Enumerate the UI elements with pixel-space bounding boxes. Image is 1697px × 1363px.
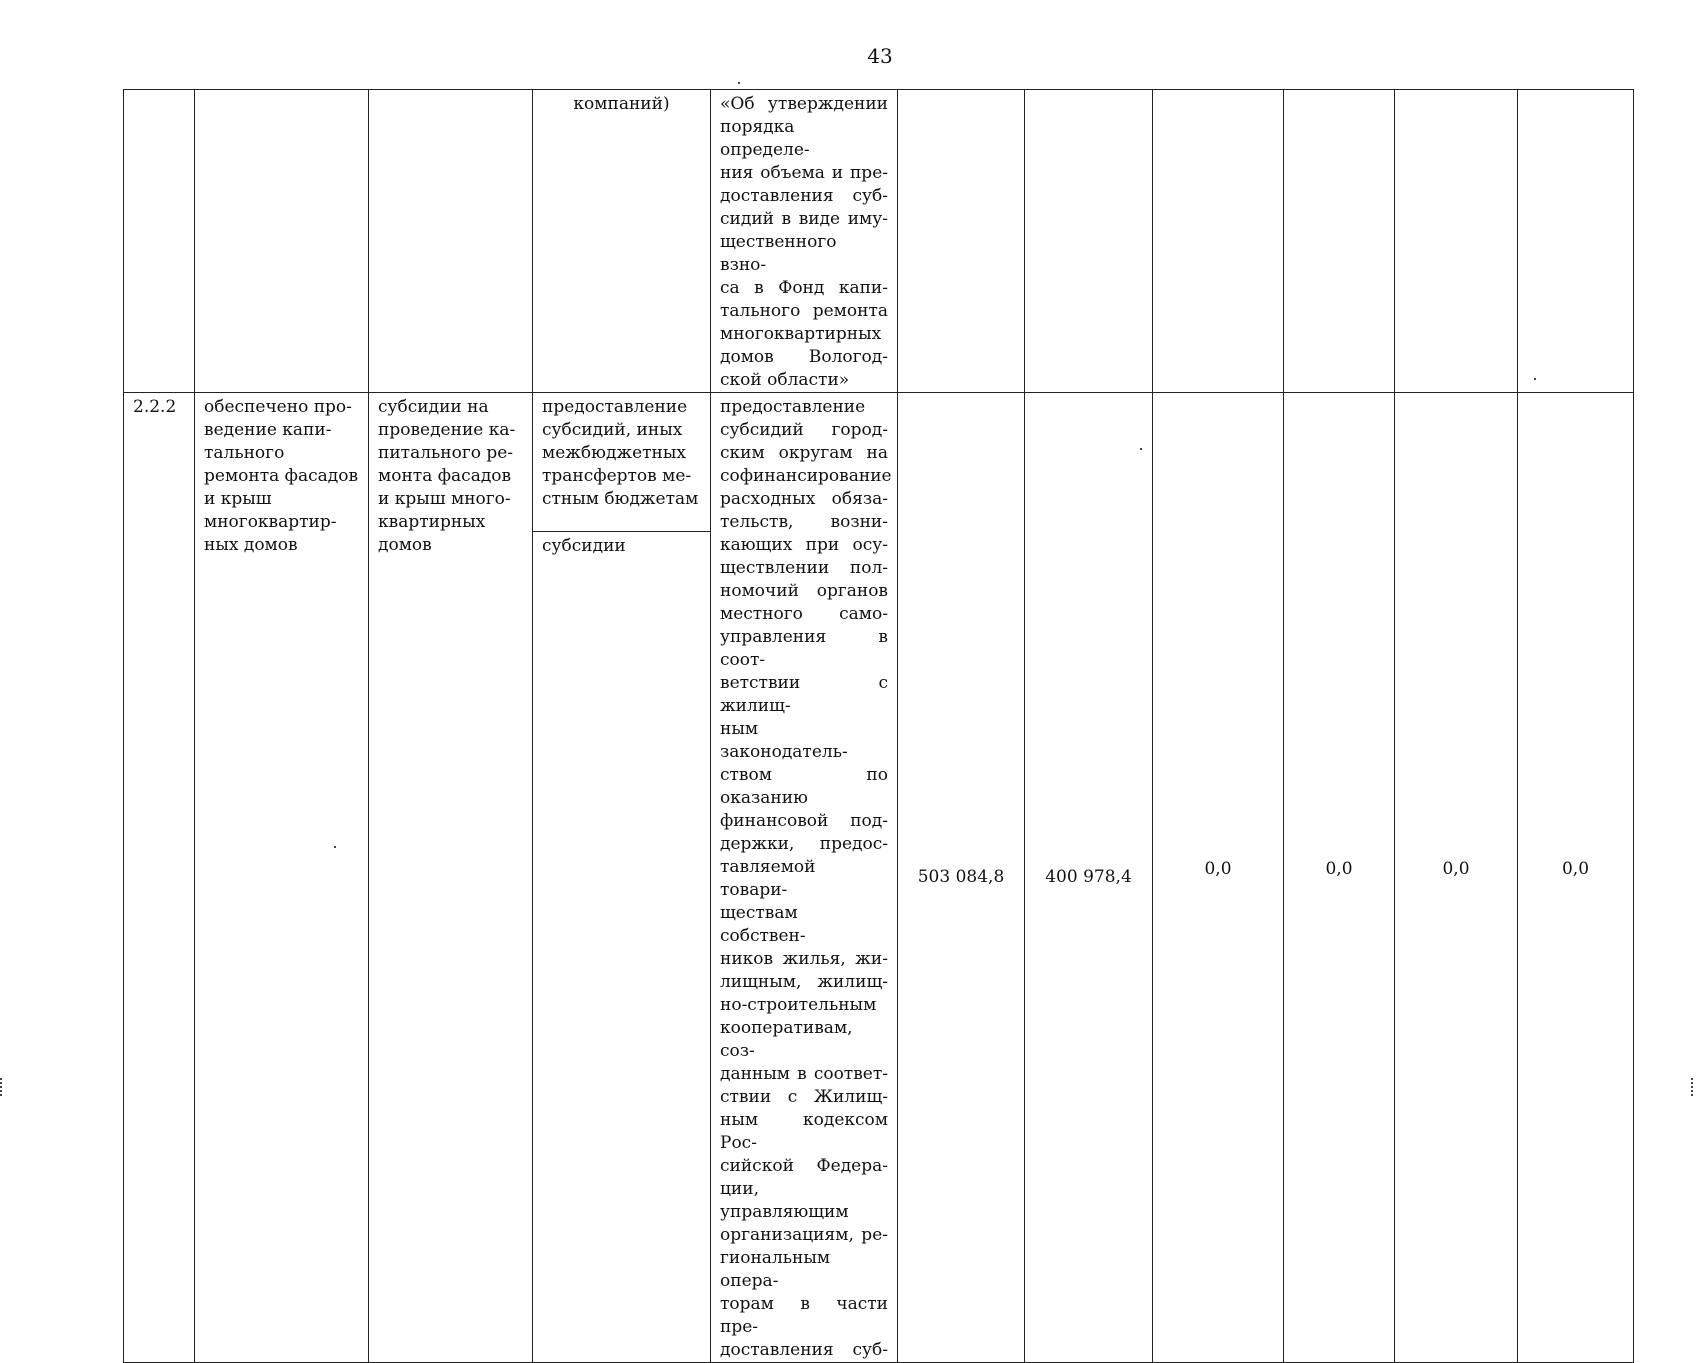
page-number: 43	[867, 44, 893, 68]
description-line: доставления суб-	[720, 1340, 888, 1360]
description-line: домов Вологод-	[720, 347, 888, 367]
cell-value: 0,0	[1284, 393, 1395, 1363]
description-line: данным в соответ-	[720, 1064, 888, 1084]
cell-value	[1025, 90, 1153, 393]
description-line: ществлении пол-	[720, 558, 888, 578]
description-line: «Об утверждении	[720, 94, 888, 114]
cell-code	[124, 90, 195, 393]
description-line: ветствии с жилищ-	[720, 673, 888, 716]
description-line: субсидий город-	[720, 420, 888, 440]
cell-value: 503 084,8	[898, 393, 1025, 1363]
description-line: тального ремонта	[720, 301, 888, 321]
description-line: держки, предос-	[720, 834, 888, 854]
cell-result: обеспечено про- ведение капи- тального ремонта фасадов и крыш многоквартир- ных домов	[195, 393, 369, 1363]
description-line: кающих при осу-	[720, 535, 888, 555]
cell-value: 0,0	[1153, 393, 1284, 1363]
description-line: ствии с Жилищ-	[720, 1087, 888, 1107]
cell-measure	[369, 90, 533, 393]
cell-value	[1153, 90, 1284, 393]
cell-description	[711, 393, 898, 1363]
type-bottom: субсидии	[542, 536, 626, 556]
description-line: ством по оказанию	[720, 765, 888, 808]
description-line: ской области»	[720, 370, 850, 390]
description-line: предоставление	[720, 397, 866, 417]
description-line: гиональным опера-	[720, 1248, 831, 1291]
cell-result	[195, 90, 369, 393]
cell-value: 400 978,4	[1025, 393, 1153, 1363]
program-activities-table	[123, 89, 1634, 1363]
cell-value	[1395, 90, 1518, 393]
description-line: доставления суб-	[720, 186, 888, 206]
edge-mark-right	[1691, 1078, 1696, 1096]
description-line: расходных обяза-	[720, 489, 888, 509]
description-line: управления в соот-	[720, 627, 888, 670]
description-line: но-строительным	[720, 995, 877, 1015]
description-line: сидий в виде иму-	[720, 209, 888, 229]
description-line: финансовой под-	[720, 811, 888, 831]
description-line: порядка определе-	[720, 117, 810, 160]
description-line: торам в части пре-	[720, 1294, 888, 1337]
type-top: предоставление субсидий, иных межбюджетных трансфертов ме- стным бюджетам	[533, 393, 710, 532]
description-line: лищным, жилищ-	[720, 972, 888, 992]
cell-value	[1518, 90, 1634, 393]
table-row-2-2-2	[124, 393, 1634, 1363]
cell-value: 0,0	[1518, 393, 1634, 1363]
description-line: тельств, возни-	[720, 512, 888, 532]
table-row-continuation	[124, 90, 1634, 393]
cell-measure: субсидии на проведение ка- питального ре- монта фасадов и крыш много- квартирных домов	[369, 393, 533, 1363]
description-line: ников жилья, жи-	[720, 949, 888, 969]
type-text: компаний)	[573, 94, 670, 114]
description-line: ции, управляющим	[720, 1179, 849, 1222]
description-line: ным законодатель-	[720, 719, 848, 762]
description-line: кооперативам, соз-	[720, 1018, 853, 1061]
cell-value	[1284, 90, 1395, 393]
cell-value	[898, 90, 1025, 393]
stray-dot	[738, 82, 740, 84]
cell-value: 0,0	[1395, 393, 1518, 1363]
description-line: ществам собствен-	[720, 903, 806, 946]
description-line: ским округам на	[720, 443, 888, 463]
description-line: номочий органов	[720, 581, 888, 601]
cell-type	[533, 393, 711, 1363]
description-line: ния объема и пре-	[720, 163, 888, 183]
description-line: сийской Федера-	[720, 1156, 888, 1176]
description-line: местного само-	[720, 604, 888, 624]
cell-description	[711, 90, 898, 393]
description-line: тавляемой товари-	[720, 857, 816, 900]
cell-code: 2.2.2	[124, 393, 195, 1363]
description-line: щественного взно-	[720, 232, 837, 275]
description-line: са в Фонд капи-	[720, 278, 888, 298]
edge-mark-left	[0, 1078, 5, 1096]
description-line: софинансирование	[720, 466, 892, 486]
description-line: многоквартирных	[720, 324, 882, 344]
description-line: ным кодексом Рос-	[720, 1110, 888, 1153]
cell-type	[533, 90, 711, 393]
description-line: организациям, ре-	[720, 1225, 888, 1245]
